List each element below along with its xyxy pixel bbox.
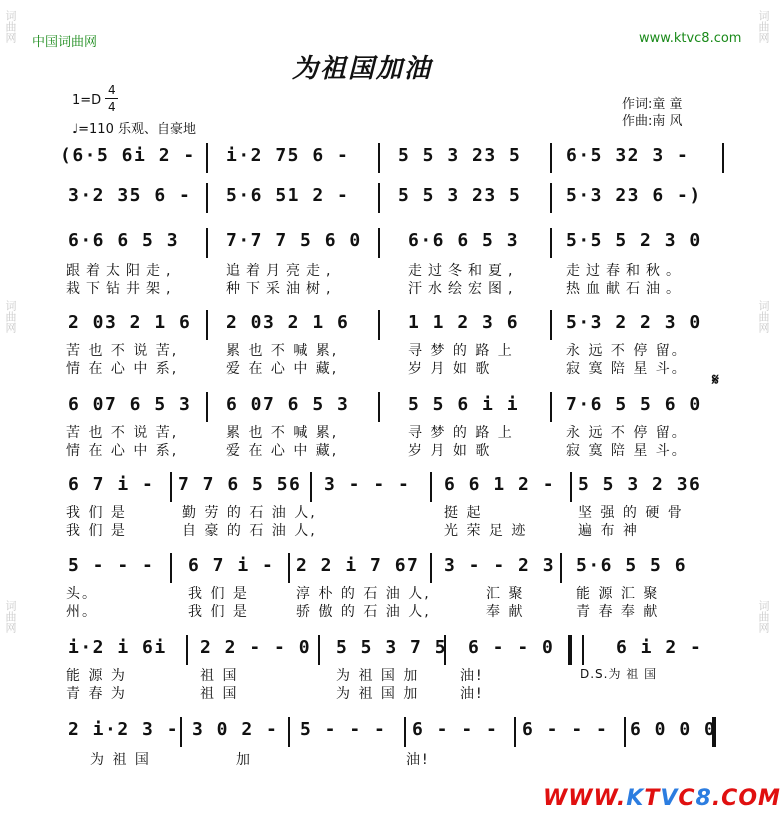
score-row xyxy=(60,717,728,777)
lyric-line-1: 加 xyxy=(236,752,252,768)
barline xyxy=(378,392,380,422)
barline xyxy=(514,717,516,747)
lyric-line-1: 为 祖 国 xyxy=(90,752,151,768)
measure-notes: 5 - - - xyxy=(68,555,155,576)
logo-suffix: .COM xyxy=(711,786,781,811)
lyric-line-2: 青 春 为 xyxy=(66,686,127,702)
measure-notes: 2 2 i 7 67 xyxy=(296,555,420,576)
measure-notes: 2 03 2 1 6 xyxy=(68,312,192,333)
measure-notes: (6·5 6i 2 - xyxy=(60,145,196,166)
site-url-right[interactable]: www.ktvc8.com xyxy=(639,31,742,46)
lyric-line-1: 永 远 不 停 留。 xyxy=(566,343,688,359)
barline xyxy=(560,553,562,583)
measure-notes: 6 07 6 5 3 xyxy=(226,394,350,415)
score-row xyxy=(60,472,728,542)
lyric-line-2: 岁 月 如 歌 xyxy=(408,443,492,459)
site-logo[interactable] xyxy=(543,786,781,811)
lyric-line-2: 为 祖 国 加 xyxy=(336,686,420,702)
lyric-line-1: 油! xyxy=(460,668,484,684)
lyric-line-2: 青 春 奉 献 xyxy=(576,604,660,620)
measure-notes: 5 5 6 i i xyxy=(408,394,520,415)
measure-notes: 6·5 32 3 - xyxy=(566,145,690,166)
lyric-line-1: 为 祖 国 加 xyxy=(336,668,420,684)
lyric-line-1: 坚 强 的 硬 骨 xyxy=(578,505,684,521)
lyric-line-1: 寻 梦 的 路 上 xyxy=(408,425,514,441)
lyric-line-1: 寻 梦 的 路 上 xyxy=(408,343,514,359)
logo-digit-8: 8 xyxy=(695,786,712,811)
barline xyxy=(170,553,172,583)
lyric-line-1: 勤 劳 的 石 油 人, xyxy=(182,505,317,521)
barline xyxy=(624,717,626,747)
watermark-right-1: 词曲网 xyxy=(757,10,770,43)
measure-notes: 6 - - - xyxy=(522,719,609,740)
watermark-left-1: 词曲网 xyxy=(4,10,17,43)
barline xyxy=(206,183,208,213)
measure-notes: 6 - - 0 xyxy=(468,637,555,658)
barline xyxy=(318,635,320,665)
lyric-line-2: 骄 傲 的 石 油 人, xyxy=(296,604,431,620)
measure-notes: 3·2 35 6 - xyxy=(68,185,192,206)
lyric-line-1: 我 们 是 xyxy=(188,586,249,602)
measure-notes: 6 7 i - xyxy=(68,474,155,495)
measure-notes: 5 5 3 7 5 xyxy=(336,637,448,658)
time-signature-bottom: 4 xyxy=(108,100,116,114)
barline xyxy=(550,143,552,173)
measure-notes: 5·3 23 6 -) xyxy=(566,185,702,206)
lyric-line-1: 汇 聚 xyxy=(486,586,525,602)
lyric-line-1: 累 也 不 喊 累, xyxy=(226,425,339,441)
barline xyxy=(206,143,208,173)
score-row xyxy=(60,183,728,217)
lyric-line-1: 走过春和秋。 xyxy=(566,263,686,279)
watermark-left-3: 词曲网 xyxy=(4,600,17,633)
barline xyxy=(378,183,380,213)
measure-notes: i·2 i 6i xyxy=(68,637,167,658)
barline xyxy=(288,717,290,747)
lyric-line-2: 汗水绘宏图, xyxy=(408,281,519,297)
measure-notes: 5 5 3 23 5 xyxy=(398,145,522,166)
lyric-line-2: 光 荣 足 迹 xyxy=(444,523,528,539)
measure-notes: 6·6 6 5 3 xyxy=(68,230,180,251)
measure-notes: 2 03 2 1 6 xyxy=(226,312,350,333)
lyric-line-1: 追着月亮走, xyxy=(226,263,337,279)
barline xyxy=(550,392,552,422)
barline xyxy=(180,717,182,747)
tempo-marking: ♩=110 乐观、自豪地 xyxy=(72,122,196,137)
lyric-line-1: D.S.为 祖 国 xyxy=(580,667,658,681)
lyric-line-2: 爱 在 心 中 藏, xyxy=(226,443,339,459)
site-name-left[interactable]: 中国词曲网 xyxy=(32,35,98,50)
score-row xyxy=(60,228,728,298)
measure-notes: 6 7 i - xyxy=(188,555,275,576)
lyric-line-2: 奉 献 xyxy=(486,604,525,620)
measure-notes: 3 - - 2 3 xyxy=(444,555,556,576)
logo-prefix: WWW. xyxy=(543,786,627,811)
barline xyxy=(550,310,552,340)
barline xyxy=(378,310,380,340)
lyric-line-1: 我 们 是 xyxy=(66,505,127,521)
barline xyxy=(170,472,172,502)
watermark-right-2: 词曲网 xyxy=(757,300,770,333)
barline xyxy=(186,635,188,665)
lyric-line-1: 挺 起 xyxy=(444,505,483,521)
lyric-line-2: 爱 在 心 中 藏, xyxy=(226,361,339,377)
lyric-line-1: 能 源 汇 聚 xyxy=(576,586,660,602)
measure-notes: 2 2 - - 0 xyxy=(200,637,312,658)
score-row xyxy=(60,310,728,380)
measure-notes: 5 - - - xyxy=(300,719,387,740)
barline xyxy=(582,635,584,665)
logo-letter-c: C xyxy=(678,786,696,811)
lyric-line-2: 种下采油树, xyxy=(226,281,337,297)
barline xyxy=(206,228,208,258)
logo-letter-t: T xyxy=(644,786,661,811)
barline xyxy=(378,143,380,173)
repeat-barline xyxy=(568,635,572,665)
barline xyxy=(550,183,552,213)
segno-icon: 𝄋 xyxy=(712,370,719,389)
barline xyxy=(378,228,380,258)
measure-notes: 5 5 3 2 36 xyxy=(578,474,702,495)
measure-notes: 3 - - - xyxy=(324,474,411,495)
lyric-line-2: 自 豪 的 石 油 人, xyxy=(182,523,317,539)
measure-notes: 1 1 2 3 6 xyxy=(408,312,520,333)
lyric-line-1: 淳 朴 的 石 油 人, xyxy=(296,586,431,602)
measure-notes: 6 i 2 - xyxy=(616,637,703,658)
lyricist-credit: 作词:童 童 xyxy=(622,97,683,112)
lyric-line-2: 岁 月 如 歌 xyxy=(408,361,492,377)
lyric-line-1: 祖 国 xyxy=(200,668,239,684)
watermark-right-3: 词曲网 xyxy=(757,600,770,633)
lyric-line-2: 州。 xyxy=(66,604,98,620)
lyric-line-2: 热血献石油。 xyxy=(566,281,686,297)
barline xyxy=(206,310,208,340)
measure-notes: 6 07 6 5 3 xyxy=(68,394,192,415)
lyric-line-2: 寂 寞 陪 星 斗。 xyxy=(566,361,688,377)
lyric-line-2: 遍 布 神 xyxy=(578,523,639,539)
measure-notes: 2 i·2 3 - xyxy=(68,719,180,740)
lyric-line-1: 能 源 为 xyxy=(66,668,127,684)
measure-notes: i·2 75 6 - xyxy=(226,145,350,166)
measure-notes: 6 6 1 2 - xyxy=(444,474,556,495)
score-row xyxy=(60,635,728,705)
barline xyxy=(288,553,290,583)
lyric-line-2: 情 在 心 中 系, xyxy=(66,361,179,377)
measure-notes: 6·6 6 5 3 xyxy=(408,230,520,251)
barline xyxy=(722,143,724,173)
score-row xyxy=(60,143,728,177)
lyric-line-1: 跟着太阳走, xyxy=(66,263,177,279)
measure-notes: 5·6 5 5 6 xyxy=(576,555,688,576)
measure-notes: 7·7 7 5 6 0 xyxy=(226,230,362,251)
score-row xyxy=(60,553,728,623)
lyric-line-1: 累 也 不 喊 累, xyxy=(226,343,339,359)
barline xyxy=(310,472,312,502)
watermark-left-2: 词曲网 xyxy=(4,300,17,333)
measure-notes: 5·3 2 2 3 0 xyxy=(566,312,702,333)
measure-notes: 3 0 2 - xyxy=(192,719,279,740)
barline xyxy=(430,553,432,583)
lyric-line-2: 我 们 是 xyxy=(66,523,127,539)
composer-credit: 作曲:南 风 xyxy=(622,114,683,129)
measure-notes: 7 7 6 5 56 xyxy=(178,474,302,495)
measure-notes: 6 0 0 0 xyxy=(630,719,717,740)
time-signature-line xyxy=(105,98,118,99)
lyric-line-1: 油! xyxy=(406,752,430,768)
measure-notes: 5 5 3 23 5 xyxy=(398,185,522,206)
lyric-line-1: 永 远 不 停 留。 xyxy=(566,425,688,441)
measure-notes: 5·6 51 2 - xyxy=(226,185,350,206)
barline xyxy=(404,717,406,747)
barline xyxy=(206,392,208,422)
lyric-line-2: 栽下钻井架, xyxy=(66,281,177,297)
score-row xyxy=(60,392,728,462)
logo-letter-v: V xyxy=(660,786,679,811)
key-signature: 1=D xyxy=(72,93,102,108)
lyric-line-2: 寂 寞 陪 星 斗。 xyxy=(566,443,688,459)
lyric-line-2: 我 们 是 xyxy=(188,604,249,620)
measure-notes: 7·6 5 5 6 0 xyxy=(566,394,702,415)
lyric-line-1: 走过冬和夏, xyxy=(408,263,519,279)
barline xyxy=(550,228,552,258)
logo-letter-k: K xyxy=(626,786,645,811)
barline xyxy=(430,472,432,502)
lyric-line-2: 祖 国 xyxy=(200,686,239,702)
barline xyxy=(570,472,572,502)
lyric-line-2: 油! xyxy=(460,686,484,702)
lyric-line-1: 头。 xyxy=(66,586,98,602)
measure-notes: 6 - - - xyxy=(412,719,499,740)
lyric-line-1: 苦 也 不 说 苦, xyxy=(66,425,179,441)
lyric-line-1: 苦 也 不 说 苦, xyxy=(66,343,179,359)
time-signature-top: 4 xyxy=(108,83,116,97)
lyric-line-2: 情 在 心 中 系, xyxy=(66,443,179,459)
measure-notes: 5·5 5 2 3 0 xyxy=(566,230,702,251)
page-title: 为祖国加油 xyxy=(292,54,433,84)
